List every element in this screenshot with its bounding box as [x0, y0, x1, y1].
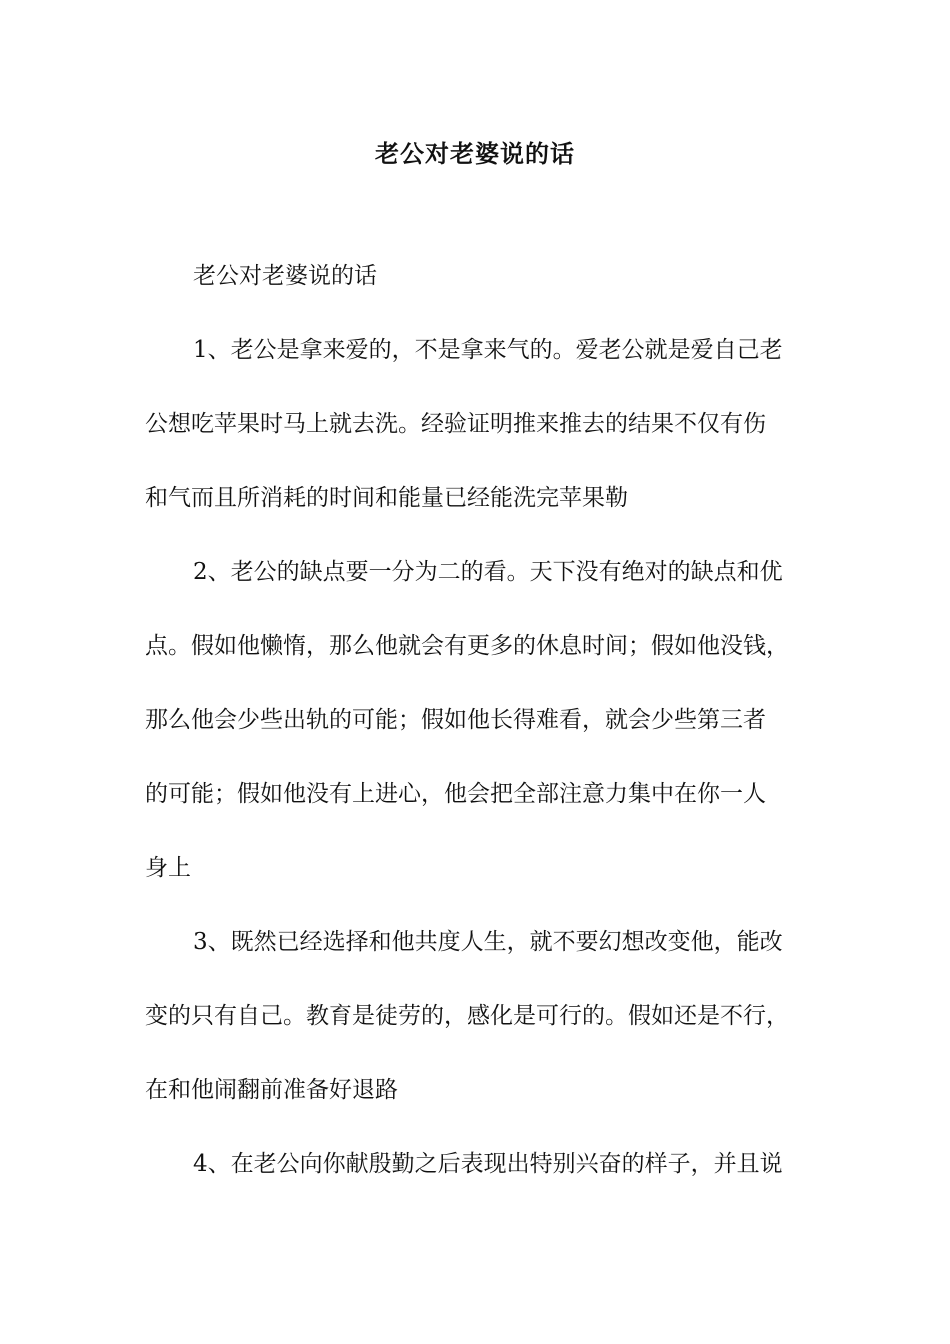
text-line-4: 2、老公的缺点要一分为二的看。天下没有绝对的缺点和优 — [193, 559, 783, 585]
text-line-subtitle: 老公对老婆说的话 — [193, 263, 377, 289]
text-line-9: 3、既然已经选择和他共度人生，就不要幻想改变他，能改 — [193, 929, 783, 955]
text-line-3: 和气而且所消耗的时间和能量已经能洗完苹果勒 — [145, 485, 628, 511]
text-line-2: 公想吃苹果时马上就去洗。经验证明推来推去的结果不仅有伤 — [145, 411, 766, 437]
document-title: 老公对老婆说的话 — [375, 139, 575, 168]
text-line-11: 在和他闹翻前准备好退路 — [145, 1077, 398, 1103]
text-line-8: 身上 — [145, 855, 191, 881]
text-line-10: 变的只有自己。教育是徒劳的，感化是可行的。假如还是不行， — [145, 1003, 789, 1029]
text-line-6: 那么他会少些出轨的可能；假如他长得难看，就会少些第三者 — [145, 707, 766, 733]
text-line-7: 的可能；假如他没有上进心，他会把全部注意力集中在你一人 — [145, 781, 766, 807]
text-line-1: 1、老公是拿来爱的，不是拿来气的。爱老公就是爱自己老 — [193, 337, 783, 363]
text-line-5: 点。假如他懒惰，那么他就会有更多的休息时间；假如他没钱， — [145, 633, 789, 659]
text-line-12: 4、在老公向你献殷勤之后表现出特别兴奋的样子，并且说 — [193, 1151, 783, 1177]
document-body — [145, 258, 813, 1182]
